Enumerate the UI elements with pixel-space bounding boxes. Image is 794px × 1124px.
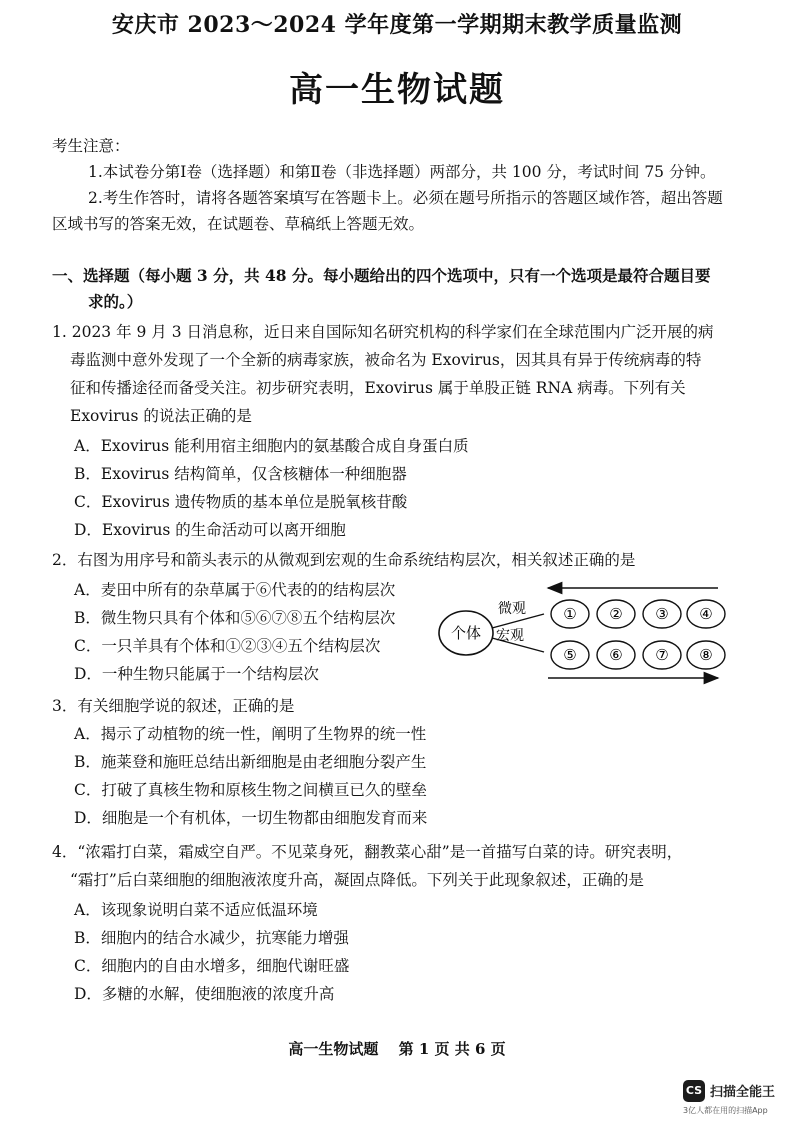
q2-option-c: C．一只羊具有个体和①②③④五个结构层次 [74,637,381,655]
exam-title: 安庆市 2023～2024 学年度第一学期期末教学质量监测 [111,12,683,38]
notice-line-2b: 区域书写的答案无效，在试题卷、草稿纸上答题无效。 [52,215,425,233]
circle-label-7: ⑦ [655,646,669,664]
q4-stem-line: 4．“浓霜打白菜，霜威空自严。不见菜身死，翻教菜心甜”是一首描写白菜的诗。研究表明， [52,843,683,861]
q1-stem-line: 毒监测中意外发现了一个全新的病毒家族，被命名为 Exovirus，因其具有异于传统病毒的特 [70,351,702,369]
q1-option-a: A．Exovirus 能利用宿主细胞内的氨基酸合成自身蛋白质 [74,437,469,455]
q4-option-a: A．该现象说明白菜不适应低温环境 [74,901,318,919]
circle-label-2: ② [609,605,623,623]
q4-stem-line: “霜打”后白菜细胞的细胞液浓度升高，凝固点降低。下列关于此现象叙述，正确的是 [70,871,644,889]
circle-label-4: ④ [699,605,713,623]
q2-option-b: B．微生物只具有个体和⑤⑥⑦⑧五个结构层次 [74,609,396,627]
q3-stem: 3．有关细胞学说的叙述，正确的是 [52,697,295,715]
q2-option-d: D．一种生物只能属于一个结构层次 [74,665,319,683]
q1-stem-line: 征和传播途径而备受关注。初步研究表明，Exovirus 属于单股正链 RNA 病毒。下列有关 [70,379,686,397]
circle-label-3: ③ [655,605,669,623]
section-heading-line-2: 求的。） [88,292,143,311]
scanner-logo-icon: CS [683,1080,705,1102]
q3-option-c: C．打破了真核生物和原核生物之间横亘已久的壁垒 [74,781,427,799]
q2-stem: 2．右图为用序号和箭头表示的从微观到宏观的生命系统结构层次，相关叙述正确的是 [52,551,636,569]
q4-option-c: C．细胞内的自由水增多，细胞代谢旺盛 [74,957,350,975]
circle-label-6: ⑥ [609,646,623,664]
bottom-circles [551,641,725,669]
q3-option-d: D．细胞是一个有机体，一切生物都由细胞发育而来 [74,809,428,827]
notice-line-2a: 2.考生作答时，请将各题答案填写在答题卡上。必须在题号所指示的答题区域作答，超出答题 [88,189,723,207]
q1-option-d: D．Exovirus 的生命活动可以离开细胞 [74,521,346,539]
q1-option-c: C．Exovirus 遗传物质的基本单位是脱氧核苷酸 [74,493,408,511]
section-heading-line-1: 一、选择题（每小题 3 分，共 48 分。每小题给出的四个选项中，只有一个选项是最符合题目要 [52,266,711,285]
scanner-watermark [683,1080,793,1120]
micro-label: 微观 [498,601,526,617]
q4-option-b: B．细胞内的结合水减少，抗寒能力增强 [74,929,349,947]
individual-label: 个体 [450,624,482,642]
q4-option-d: D．多糖的水解，使细胞液的浓度升高 [74,985,335,1003]
circle-label-8: ⑧ [699,646,713,664]
top-circles [551,600,725,628]
circle-label-5: ⑤ [563,646,577,664]
macro-label: 宏观 [496,628,524,644]
q3-option-a: A．揭示了动植物的统一性，阐明了生物界的统一性 [74,725,427,743]
page-footer: 高一生物试题 第 1 页 共 6 页 [288,1040,506,1058]
q1-stem-line: 1. 2023 年 9 月 3 日消息称，近日来自国际知名研究机构的科学家们在全球范围内广泛开展的病 [52,323,714,341]
subject-title: 高一生物试题 [289,70,505,110]
notice-heading: 考生注意： [52,137,130,155]
life-system-levels-diagram [436,578,726,688]
q1-option-b: B．Exovirus 结构简单，仅含核糖体一种细胞器 [74,465,407,483]
q2-option-a: A．麦田中所有的杂草属于⑥代表的的结构层次 [74,581,396,599]
q1-stem-line: Exovirus 的说法正确的是 [70,407,252,425]
q3-option-b: B．施莱登和施旺总结出新细胞是由老细胞分裂产生 [74,753,427,771]
scanner-tagline: 3亿人都在用的扫描App [683,1106,768,1115]
notice-line-1: 1.本试卷分第Ⅰ卷（选择题）和第Ⅱ卷（非选择题）两部分，共 100 分，考试时间 75 分钟。 [88,163,716,181]
circle-label-1: ① [563,605,577,623]
scanner-app-name: 扫描全能王 [710,1085,776,1100]
